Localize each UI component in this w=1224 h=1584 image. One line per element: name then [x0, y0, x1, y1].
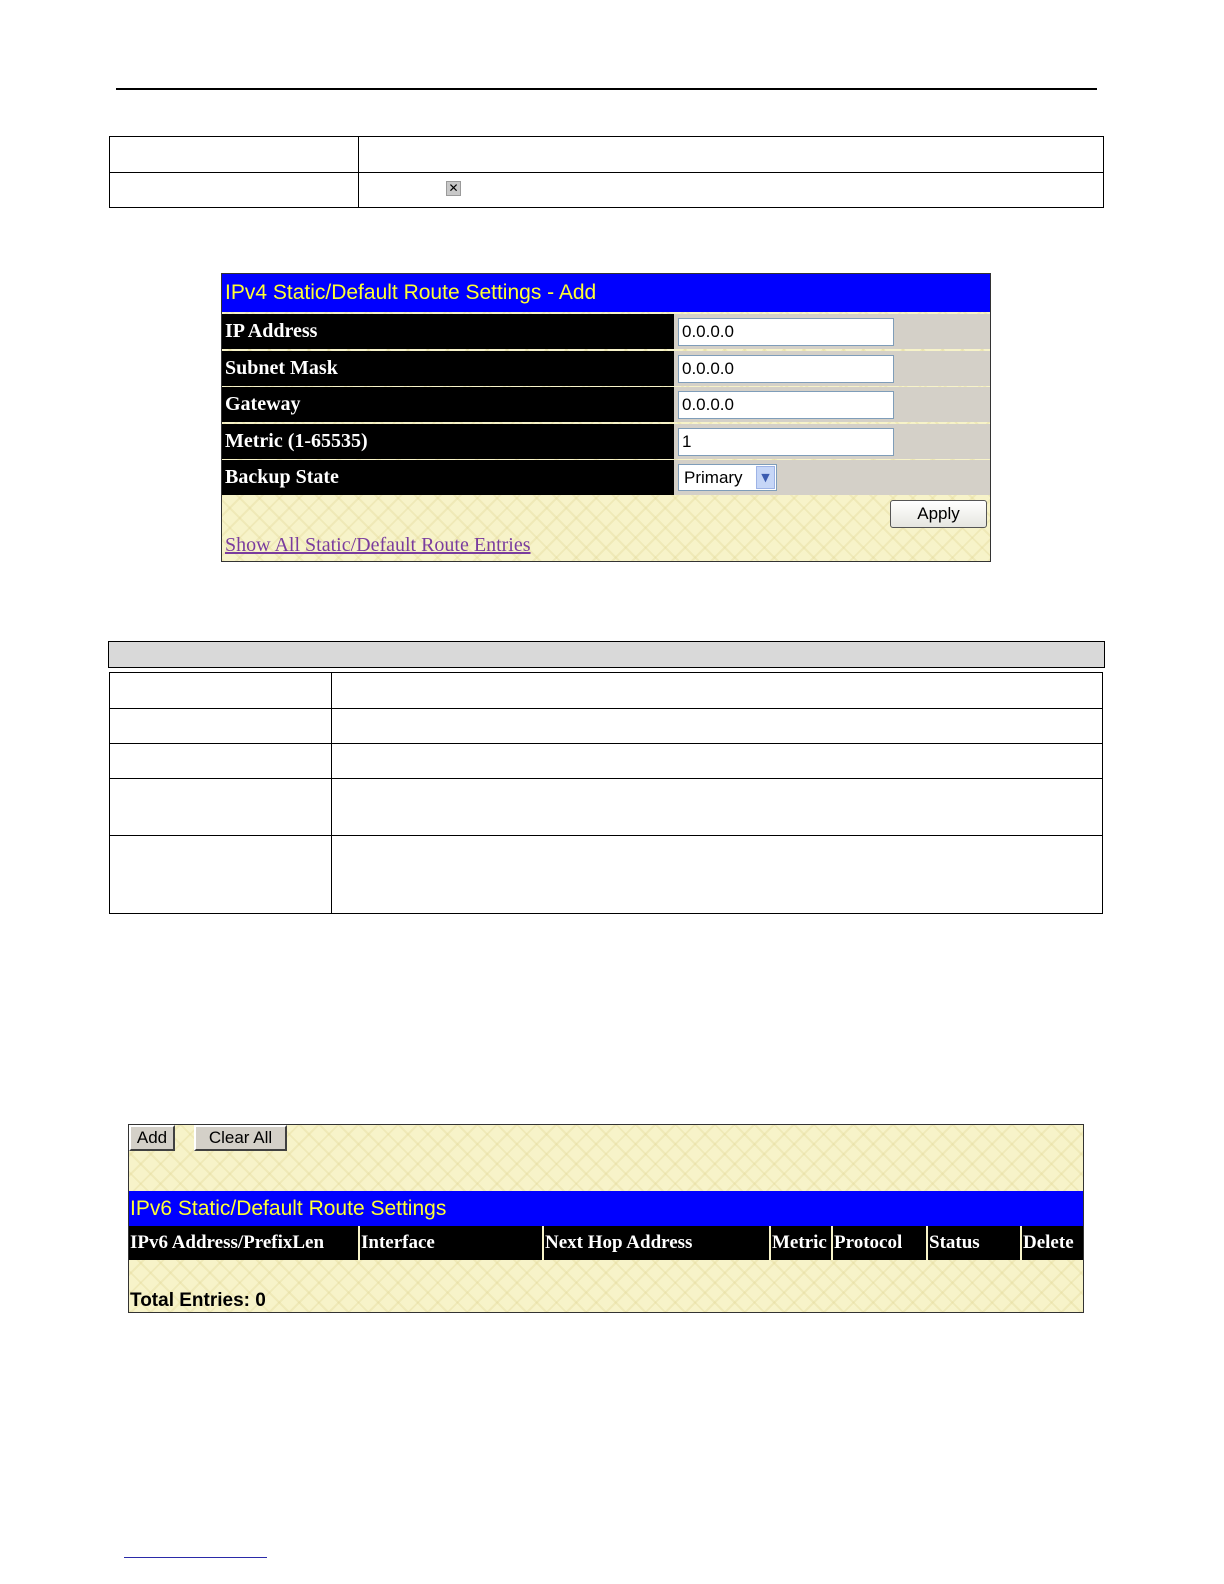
top-rule — [116, 88, 1097, 90]
upper-table — [109, 136, 1104, 208]
footer-link-underline — [124, 1557, 267, 1558]
lower-table-cell — [332, 836, 1103, 914]
lower-table-cell — [332, 709, 1103, 744]
ip-address-cell — [674, 314, 990, 349]
add-button[interactable]: Add — [129, 1125, 175, 1151]
column-header-next-hop: Next Hop Address — [544, 1226, 771, 1260]
ipv4-form-title: IPv4 Static/Default Route Settings - Add — [222, 274, 990, 312]
metric-input[interactable]: 1 — [678, 428, 894, 456]
subnet-mask-input[interactable]: 0.0.0.0 — [678, 355, 894, 383]
table-header-bar — [108, 641, 1105, 668]
clear-all-button[interactable]: Clear All — [194, 1125, 287, 1151]
column-header-protocol: Protocol — [833, 1226, 928, 1260]
lower-table-cell — [110, 836, 332, 914]
backup-state-select[interactable] — [678, 464, 777, 491]
column-header-metric: Metric — [771, 1226, 833, 1260]
lower-table — [109, 672, 1103, 914]
ip-address-label: IP Address — [222, 314, 674, 349]
lower-table-cell — [332, 744, 1103, 779]
total-entries: Total Entries: 0 — [130, 1290, 266, 1311]
metric-row — [222, 424, 990, 459]
close-x-icon: ✕ — [446, 181, 461, 196]
backup-state-row — [222, 460, 990, 495]
ipv6-panel-title: IPv6 Static/Default Route Settings — [129, 1191, 1083, 1226]
lower-table-cell — [110, 673, 332, 709]
chevron-down-icon[interactable]: ▼ — [756, 466, 775, 489]
gateway-input[interactable]: 0.0.0.0 — [678, 391, 894, 419]
apply-button[interactable]: Apply — [890, 500, 987, 528]
metric-label: Metric (1-65535) — [222, 424, 674, 459]
subnet-mask-label: Subnet Mask — [222, 351, 674, 386]
backup-state-label: Backup State — [222, 460, 674, 495]
ipv6-route-panel — [128, 1124, 1084, 1313]
backup-state-cell — [674, 460, 990, 495]
show-all-routes-link[interactable]: Show All Static/Default Route Entries — [225, 534, 531, 556]
lower-table-cell — [332, 673, 1103, 709]
upper-table-cell — [359, 137, 1104, 173]
upper-table-cell — [110, 137, 359, 173]
subnet-mask-cell — [674, 351, 990, 386]
column-header-interface: Interface — [360, 1226, 544, 1260]
ip-address-row — [222, 314, 990, 349]
gateway-row — [222, 387, 990, 422]
lower-table-cell — [110, 709, 332, 744]
lower-table-cell — [110, 744, 332, 779]
metric-cell — [674, 424, 990, 459]
column-header-delete: Delete — [1022, 1226, 1083, 1260]
gateway-label: Gateway — [222, 387, 674, 422]
backup-state-value: Primary — [684, 468, 743, 487]
subnet-mask-row — [222, 351, 990, 386]
upper-table-cell — [359, 173, 1104, 208]
upper-table-cell — [110, 173, 359, 208]
ipv4-route-form — [221, 273, 991, 562]
lower-table-cell — [110, 779, 332, 836]
column-header-ipv6-address: IPv6 Address/PrefixLen — [129, 1226, 360, 1260]
gateway-cell — [674, 387, 990, 422]
ip-address-input[interactable]: 0.0.0.0 — [678, 318, 894, 346]
lower-table-cell — [332, 779, 1103, 836]
column-header-status: Status — [928, 1226, 1022, 1260]
